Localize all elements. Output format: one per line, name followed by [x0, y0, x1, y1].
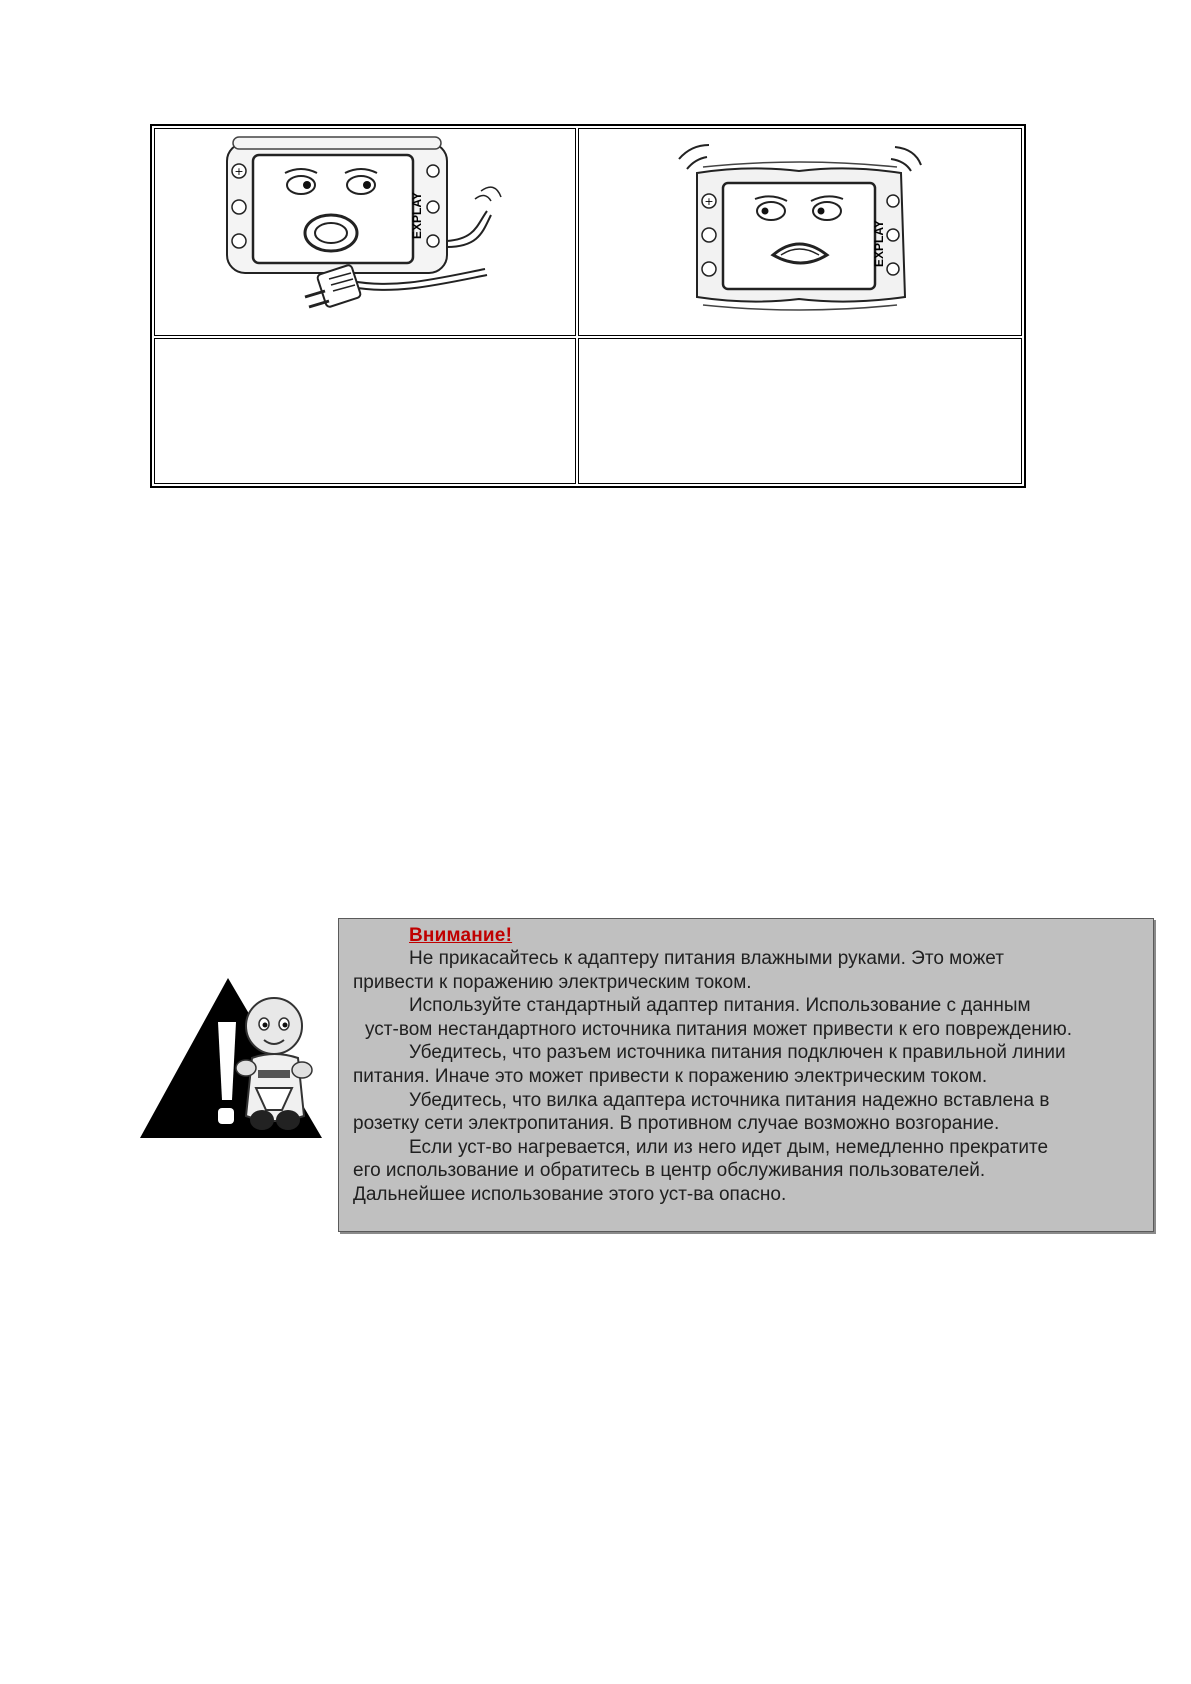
svg-text:+: +: [704, 195, 714, 208]
warning-box: [338, 918, 1154, 1232]
illustration-cell-plugged: [154, 128, 576, 336]
warning-line: Используйте стандартный адаптер питания. Использование с данным: [409, 995, 1031, 1017]
warning-text: [353, 947, 1141, 1207]
warning-triangle-mascot-icon: [136, 970, 326, 1170]
warning-line: Не прикасайтесь к адаптеру питания влажными руками. Это может: [409, 948, 1004, 969]
warning-line: Убедитесь, что вилка адаптера источника питания надежно вставлена в: [409, 1089, 1050, 1111]
svg-text:+: +: [234, 165, 244, 178]
brand-label-left: EXPLAY: [410, 192, 424, 239]
warning-line: его использование и обратитесь в центр обслуживания пользователей.: [353, 1160, 986, 1182]
warning-line: розетку сети электропитания. В противном случае возможно возгорание.: [353, 1113, 1000, 1135]
brand-label-right: EXPLAY: [872, 220, 886, 267]
trembling-player-illustration: [579, 129, 1021, 335]
player-with-power-plug-illustration: [155, 129, 575, 335]
caption-cell-right: [578, 338, 1022, 484]
illustration-table: [150, 124, 1026, 488]
warning-line: привести к поражению электрическим током.: [353, 971, 752, 993]
warning-line: питания. Иначе это может привести к поражению электрическим током.: [353, 1065, 988, 1087]
warning-line: уст-вом нестандартного источника питания может привести к его повреждению.: [365, 1018, 1073, 1040]
warning-line: Если уст-во нагревается, или из него идет дым, немедленно прекратите: [409, 1136, 1049, 1158]
warning-title: Внимание!: [409, 925, 513, 946]
caption-cell-left: [154, 338, 576, 484]
illustration-cell-trembling: [578, 128, 1022, 336]
warning-line: Убедитесь, что разъем источника питания подключен к правильной линии: [409, 1042, 1066, 1064]
warning-line: Дальнейшее использование этого уст-ва опасно.: [353, 1183, 787, 1205]
